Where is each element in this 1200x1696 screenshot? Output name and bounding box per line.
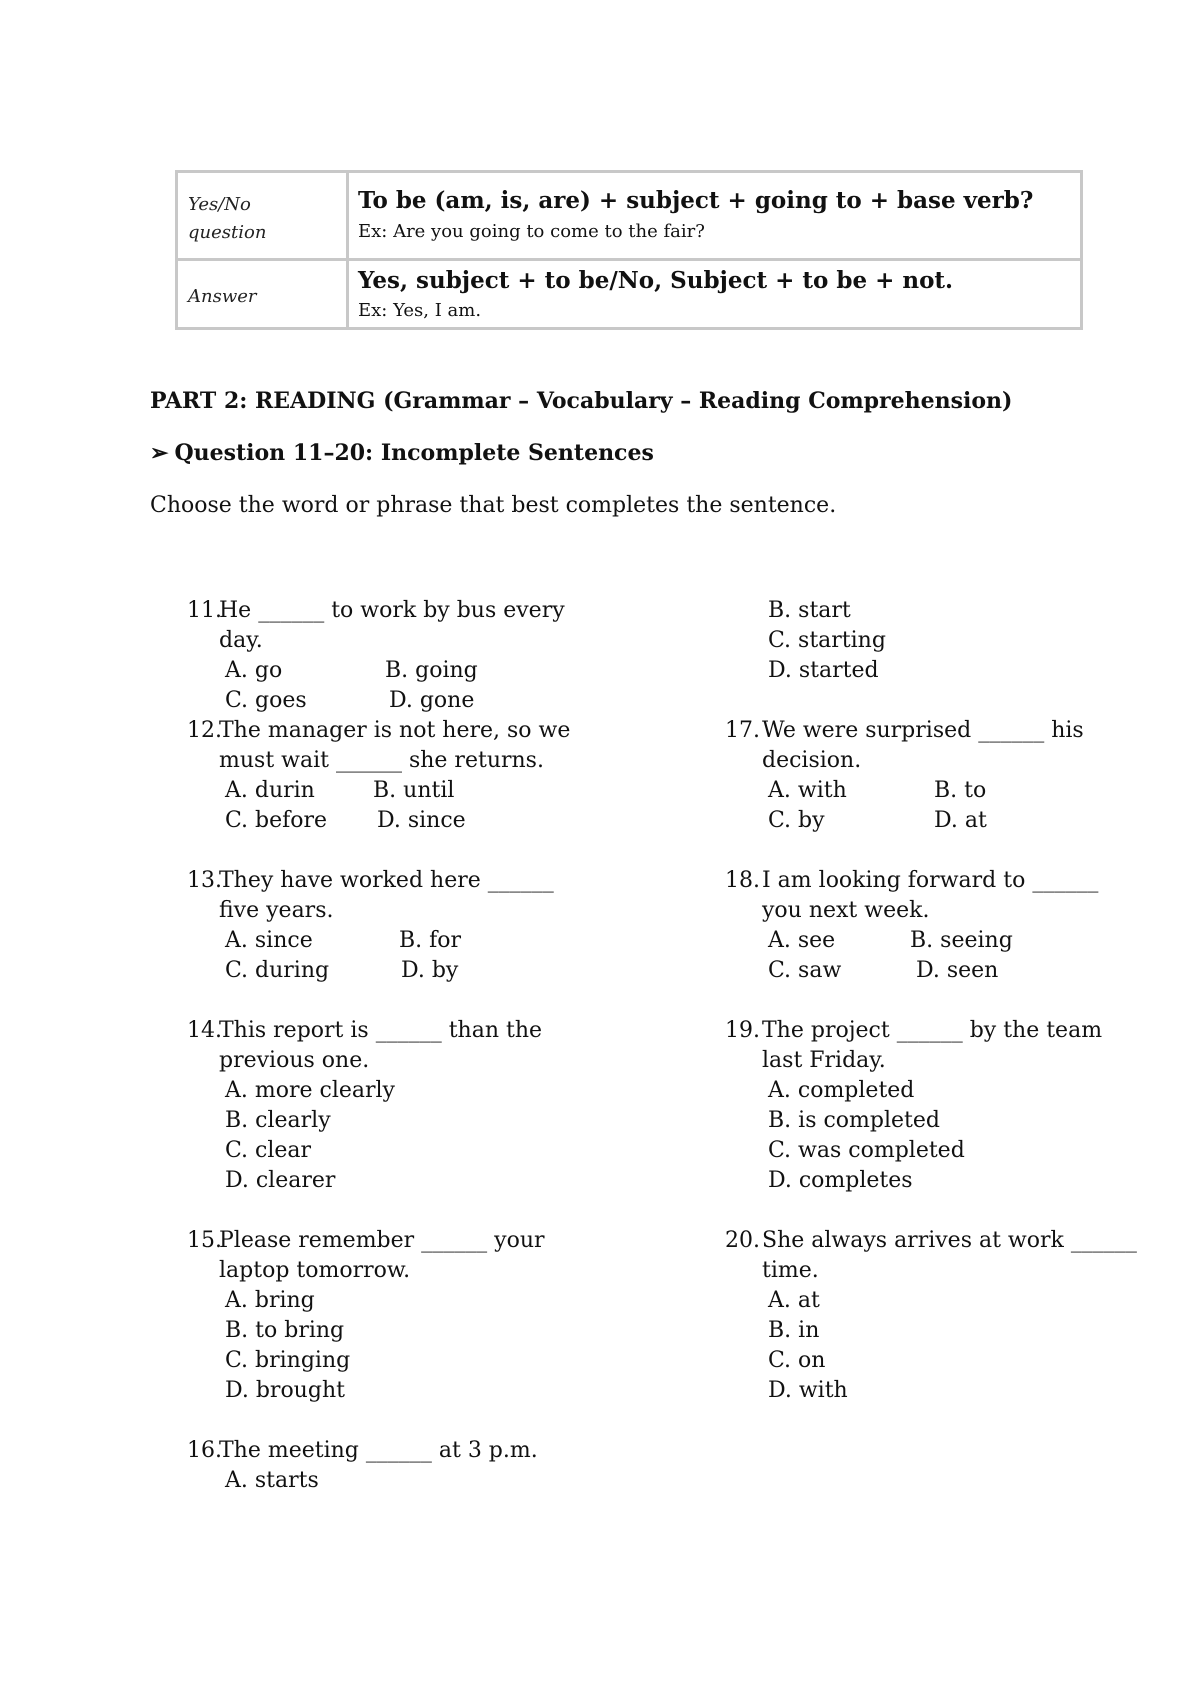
- option-a[interactable]: A. starts: [225, 1468, 319, 1493]
- instruction: Choose the word or phrase that best completes the sentence.: [150, 493, 837, 518]
- table-row-yes-no: [178, 173, 1080, 261]
- question-18: [725, 866, 1145, 986]
- question-number: 19.: [725, 1018, 760, 1043]
- option-b[interactable]: B. to: [934, 778, 987, 803]
- option-a[interactable]: A. go: [225, 658, 283, 683]
- part-title: PART 2: READING (Grammar – Vocabulary – Reading Comprehension): [150, 388, 1013, 414]
- formula: To be (am, is, are) + subject + going to + base verb?: [358, 187, 1034, 214]
- option-a[interactable]: A. with: [768, 778, 847, 803]
- question-text: Please remember ______ your laptop tomorrow.: [219, 1228, 545, 1283]
- option-b[interactable]: B. in: [768, 1318, 820, 1343]
- question-heading-text: Question 11–20: Incomplete Sentences: [174, 440, 654, 466]
- question-text: He ______ to work by bus every day.: [219, 598, 565, 653]
- example: Ex: Yes, I am.: [358, 300, 482, 321]
- option-a[interactable]: A. durin: [225, 778, 315, 803]
- option-a[interactable]: A. see: [768, 928, 836, 953]
- option-c[interactable]: C. bringing: [225, 1348, 351, 1373]
- question-14: [187, 1016, 597, 1196]
- question-text: We were surprised ______ his decision.: [762, 718, 1084, 773]
- option-c[interactable]: C. during: [225, 958, 330, 983]
- question-20: [725, 1226, 1145, 1406]
- option-c[interactable]: C. starting: [768, 628, 886, 653]
- question-number: 20.: [725, 1228, 760, 1253]
- option-b[interactable]: B. for: [399, 928, 462, 953]
- option-a[interactable]: A. completed: [768, 1078, 915, 1103]
- question-number: 11.: [187, 598, 222, 623]
- option-c[interactable]: C. on: [768, 1348, 826, 1373]
- option-d[interactable]: D. at: [934, 808, 987, 833]
- question-12: [187, 716, 597, 836]
- question-17: [725, 716, 1145, 836]
- option-a[interactable]: A. since: [225, 928, 313, 953]
- option-d[interactable]: D. with: [768, 1378, 848, 1403]
- question-19: [725, 1016, 1145, 1196]
- question-number: 16.: [187, 1438, 222, 1463]
- option-d[interactable]: D. completes: [768, 1168, 913, 1193]
- question-text: The project ______ by the team last Friday.: [762, 1018, 1103, 1073]
- question-11: [187, 596, 597, 716]
- row-label: Answer: [188, 286, 257, 307]
- option-a[interactable]: A. more clearly: [225, 1078, 395, 1103]
- question-15: [187, 1226, 597, 1406]
- question-number: 15.: [187, 1228, 222, 1253]
- option-b[interactable]: B. going: [385, 658, 478, 683]
- option-d[interactable]: D. brought: [225, 1378, 345, 1403]
- option-b[interactable]: B. start: [768, 598, 851, 623]
- option-c[interactable]: C. by: [768, 808, 825, 833]
- question-heading: [150, 440, 654, 466]
- option-c[interactable]: C. saw: [768, 958, 842, 983]
- option-a[interactable]: A. bring: [225, 1288, 315, 1313]
- grammar-table: [175, 170, 1083, 330]
- option-c[interactable]: C. clear: [225, 1138, 312, 1163]
- option-c[interactable]: C. before: [225, 808, 328, 833]
- question-text: They have worked here ______ five years.: [219, 868, 554, 923]
- question-16-continued: [725, 596, 1125, 686]
- question-text: I am looking forward to ______ you next week.: [762, 868, 1099, 923]
- arrow-bullet-icon: ➢: [150, 440, 169, 466]
- question-number: 18.: [725, 868, 760, 893]
- option-c[interactable]: C. goes: [225, 688, 307, 713]
- option-b[interactable]: B. until: [373, 778, 455, 803]
- option-c[interactable]: C. was completed: [768, 1138, 965, 1163]
- row-label: Yes/No question: [188, 194, 267, 243]
- option-d[interactable]: D. seen: [916, 958, 999, 983]
- option-b[interactable]: B. is completed: [768, 1108, 940, 1133]
- option-d[interactable]: D. clearer: [225, 1168, 336, 1193]
- question-text: This report is ______ than the previous one.: [219, 1018, 543, 1073]
- table-row-answer: [178, 261, 1080, 327]
- formula: Yes, subject + to be/No, Subject + to be + not.: [358, 267, 954, 294]
- question-text: She always arrives at work ______ time.: [762, 1228, 1137, 1283]
- question-number: 17.: [725, 718, 760, 743]
- question-number: 14.: [187, 1018, 222, 1043]
- option-b[interactable]: B. to bring: [225, 1318, 345, 1343]
- option-b[interactable]: B. clearly: [225, 1108, 331, 1133]
- option-d[interactable]: D. by: [401, 958, 459, 983]
- question-number: 13.: [187, 868, 222, 893]
- option-a[interactable]: A. at: [768, 1288, 820, 1313]
- option-d[interactable]: D. gone: [389, 688, 475, 713]
- question-number: 12.: [187, 718, 222, 743]
- question-text: The meeting ______ at 3 p.m.: [219, 1438, 538, 1463]
- option-b[interactable]: B. seeing: [910, 928, 1013, 953]
- example: Ex: Are you going to come to the fair?: [358, 221, 705, 242]
- question-text: The manager is not here, so we must wait ______ she returns.: [219, 718, 571, 773]
- option-d[interactable]: D. started: [768, 658, 879, 683]
- question-16: [187, 1436, 597, 1496]
- option-d[interactable]: D. since: [377, 808, 466, 833]
- question-13: [187, 866, 597, 986]
